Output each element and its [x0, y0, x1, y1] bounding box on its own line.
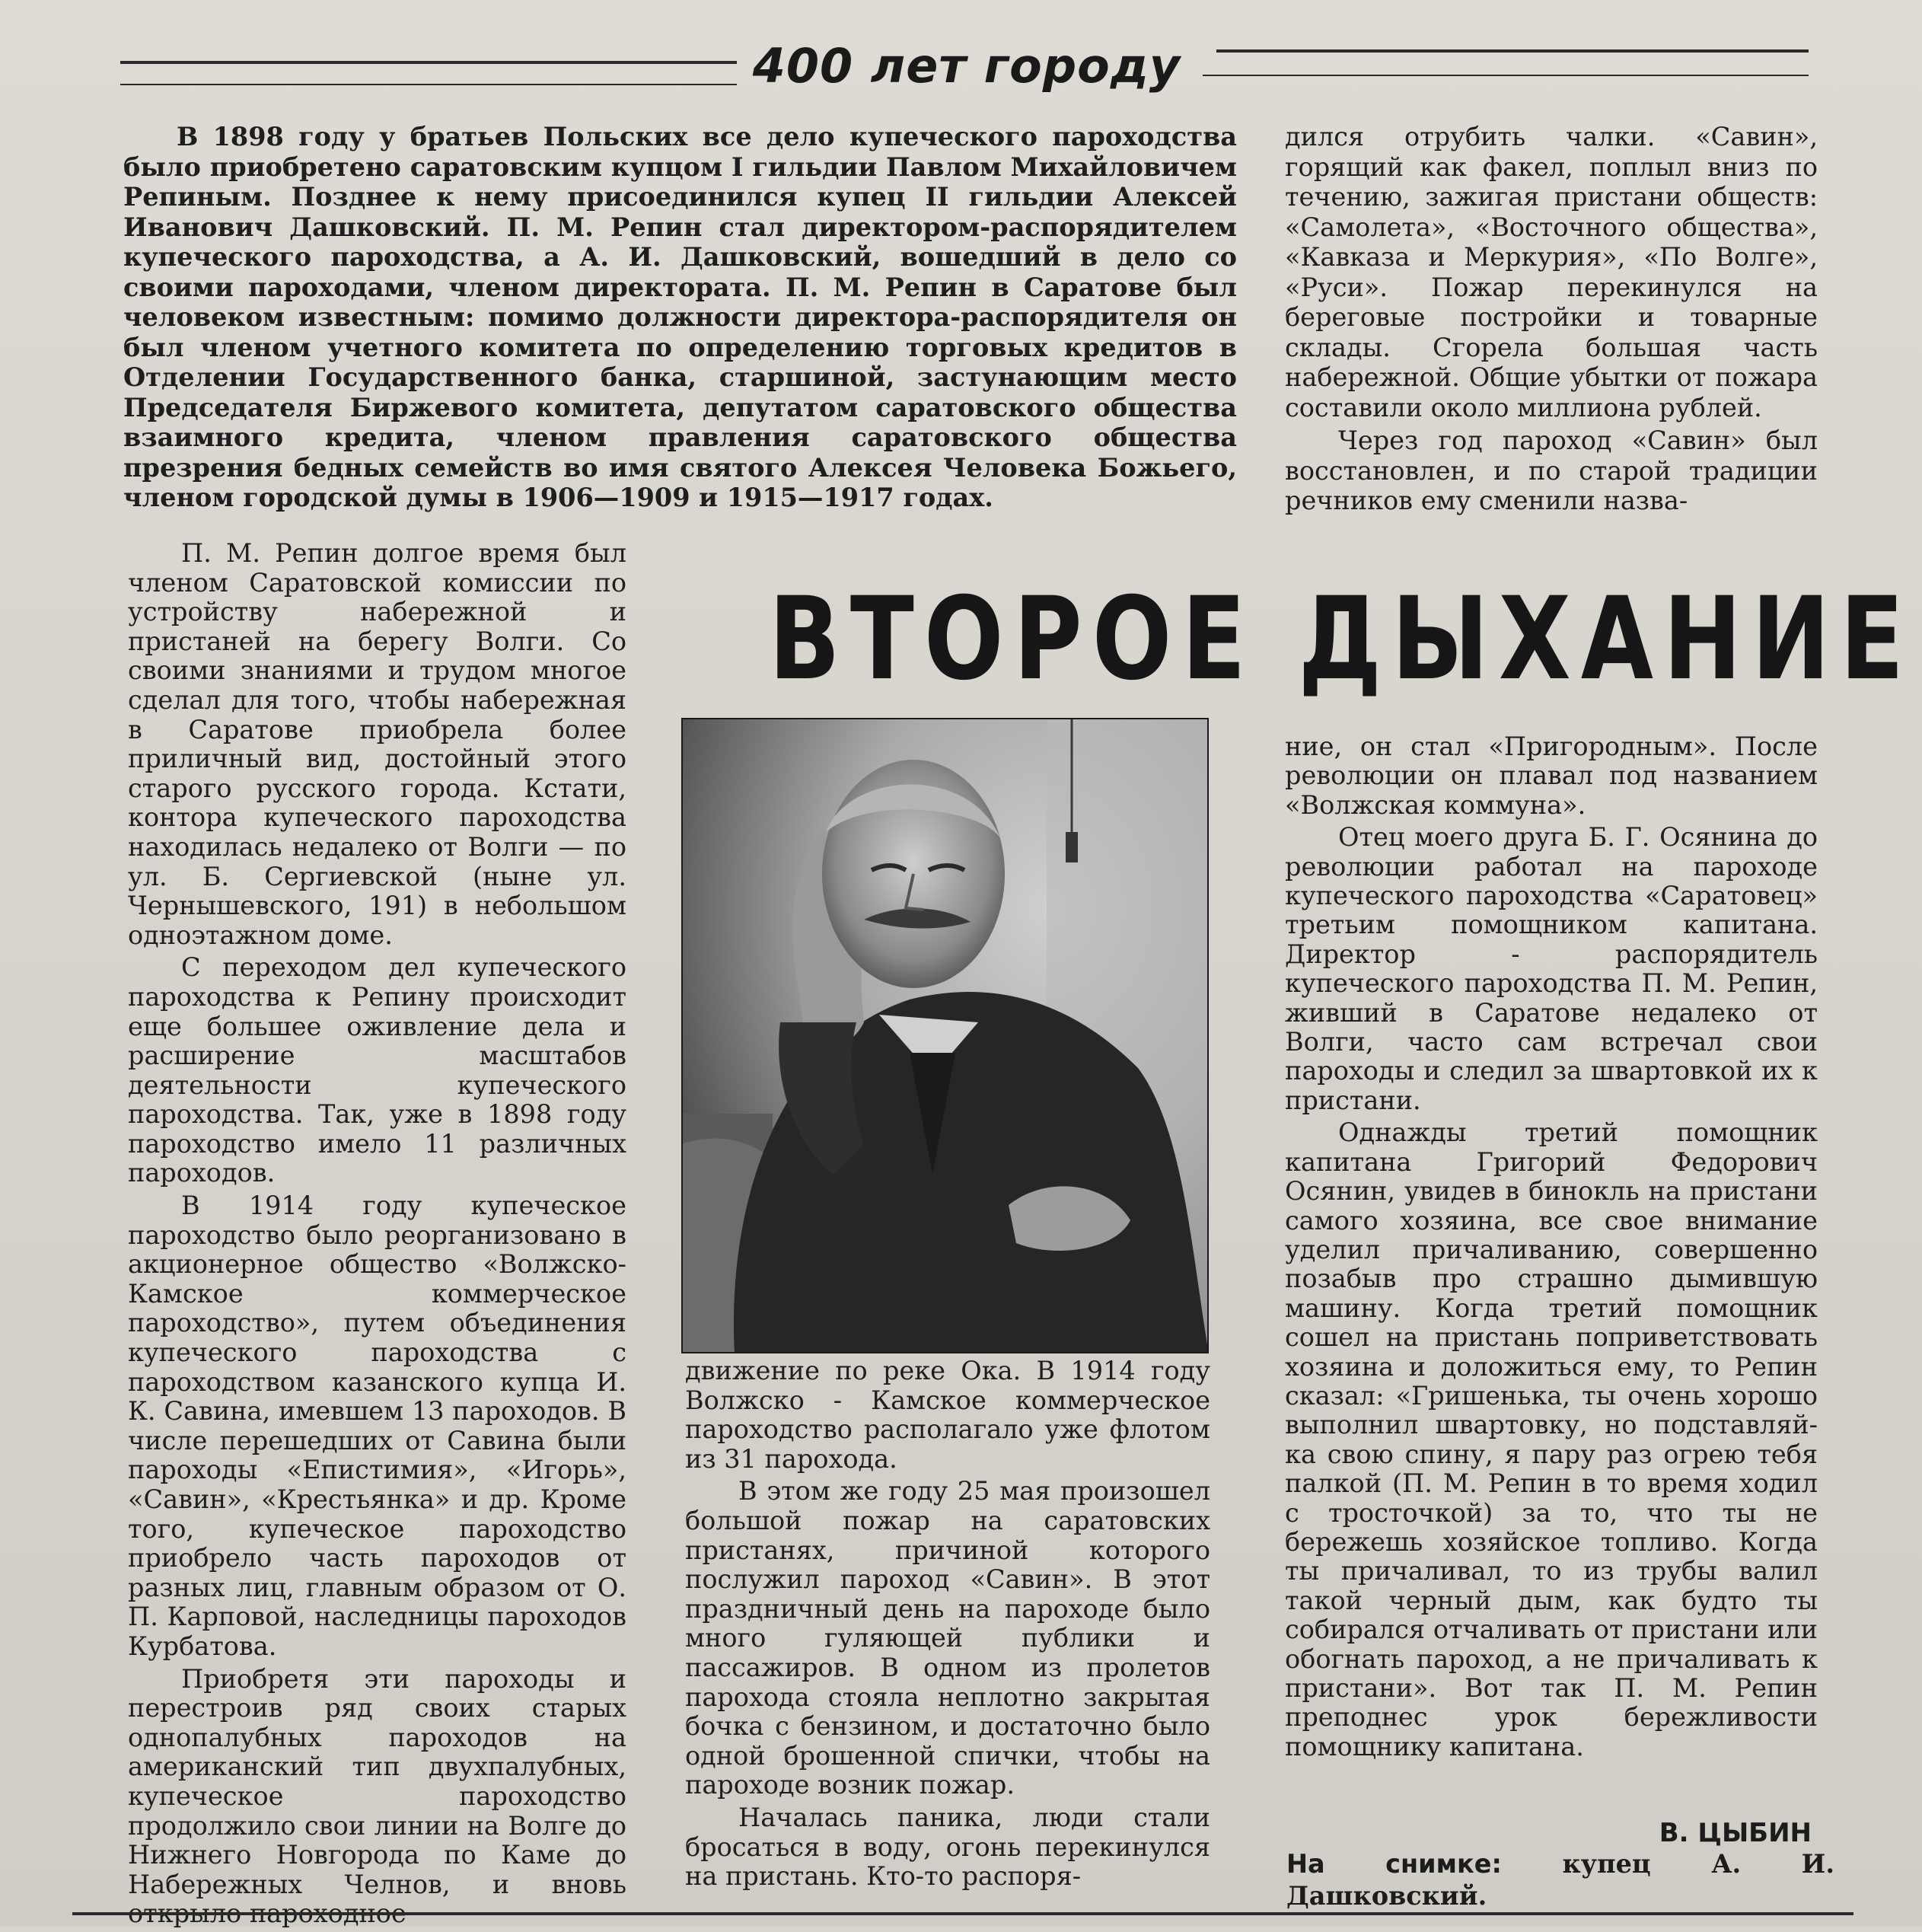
- right-column: [1285, 732, 1818, 1765]
- right-column-paragraph: Отец моего друга Б. Г. Осянина до революции работал на пароходе купеческого пароходства «Саратовец» третьим помощником капитана. Директор - распорядитель купеческого пароходства П. М. Репин, живший в Саратове недалеко от Волги, часто сам встречал свои пароходы и следил за швартовкой их к пристани.: [1285, 822, 1818, 1115]
- left-column-paragraph: П. М. Репин долгое время был членом Саратовской комиссии по устройству набережной и пристаней на берегу Волги. Со своими знаниями и трудом многое сделал для того, чтобы набережная в Саратове приобрела более приличный вид, достойный этого старого русского города. Кстати, контора купеческого пароходства находилась недалеко от Волги — по ул. Б. Сергиевской (ныне ул. Чернышевского, 191) в небольшом одноэтажном доме.: [128, 538, 626, 950]
- header-rule-left: [120, 61, 737, 64]
- left-column-paragraph: С переходом дел купеческого пароходства к Репину происходит еще большее оживление дела и расширение масштабов деятельности купеческого пароходства. Так, уже в 1898 году пароходство имело 11 различных пароходов.: [128, 952, 626, 1188]
- portrait-illustration: [681, 718, 1209, 1353]
- right-top-paragraph: Через год пароход «Савин» был восстановлен, и по старой традиции речников ему сменили назва-: [1285, 426, 1818, 515]
- photo-caption-text: купец А. И. Дашковский.: [1286, 1849, 1834, 1911]
- header-rule-right-thin: [1203, 75, 1809, 76]
- middle-column-paragraph: В этом же году 25 мая произошел большой пожар на саратовских пристанях, причиной которого послужил пароход «Савин». В этот праздничный день на пароходе было много гуляющей публики и пассажиров. В одном из пролетов парохода стояла неплотно закрытая бочка с бензином, и достаточно было одной брошенной спички, чтобы на пароходе возник пожар.: [685, 1476, 1210, 1800]
- author-signature: В. ЦЫБИН: [1659, 1818, 1812, 1848]
- middle-column-paragraph: движение по реке Ока. В 1914 году Волжско - Камское коммерческое пароходство располагало уже флотом из 31 парохода.: [685, 1356, 1210, 1474]
- right-column-paragraph: Однажды третий помощник капитана Григорий Федорович Осянин, увидев в бинокль на пристани самого хозяина, все свое внимание уделил причаливанию, совершенно позабыв про страшно дымившую машину. Когда третий помощник сошел на пристань поприветствовать хозяина и доложиться ему, то Репин сказал: «Гришенька, ты очень хорошо выполнил швартовку, но подставляй-ка свою спину, я пару раз огрею тебя палкой (П. М. Репин в то время ходил с тросточкой) за то, что ты не бережешь хозяйское топливо. Когда ты причаливал, то из трубы валил такой черный дым, как будто ты собирался отчаливать от пристани или обогнать пароход, а не причаливать к пристани». Вот так П. М. Репин преподнес урок бережливости помощнику капитана.: [1285, 1117, 1818, 1761]
- photo-caption-label: На снимке:: [1286, 1849, 1502, 1879]
- left-column-paragraph: В 1914 году купеческое пароходство было реорганизовано в акционерное общество «Волжско-Камское коммерческое пароходство», путем объединения купеческого пароходства с пароходством казанского купца И. К. Савина, имевшем 13 пароходов. В числе перешедших от Савина были пароходы «Епистимия», «Игорь», «Савин», «Крестьянка» и др. Кроме того, купеческое пароходство приобрело часть пароходов от разных лиц, главным образом от О. П. Карповой, наследницы пароходов Курбатова.: [128, 1191, 626, 1661]
- middle-column: [685, 1357, 1210, 1895]
- portrait-photo: [681, 718, 1209, 1353]
- footer-rule: [72, 1912, 1853, 1915]
- header-rule-left-thin: [120, 84, 737, 85]
- left-column: [128, 539, 626, 1932]
- section-heading: 400 лет городу: [752, 38, 1181, 94]
- header-rule-right: [1216, 49, 1809, 53]
- left-column-paragraph: Приобретя эти пароходы и перестроив ряд своих старых однопалубных пароходов на американский тип двухпалубных, купеческое пароходство продолжило свои линии на Волге до Нижнего Новгорода по Каме до Набережных Челнов, и вновь открыло пароходное: [128, 1663, 626, 1929]
- article-title: ВТОРОЕ ДЫХАНИЕ: [769, 573, 1914, 706]
- photo-caption: [1286, 1848, 1834, 1912]
- lead-paragraph-text: В 1898 году у братьев Польских все дело купеческого пароходства было приобретено саратовским купцом I гильдии Павлом Михайловичем Репиным. Позднее к нему присоединился купец II гильдии Алексей Иванович Дашковский. П. М. Репин стал директором-распорядителем купеческого пароходства, а А. И. Дашковский, вошедший в дело со своими пароходами, членом директората. П. М. Репин в Саратове был человеком известным: помимо должности директора-распорядителя он был членом учетного комитета по определению торговых кредитов в Отделении Государственного банка, старшиной, застунающим место Председателя Биржевого комитета, депутатом саратовского общества взаимного кредита, членом правления саратовского общества презрения бедных семейств во имя святого Алексея Человека Божьего, членом городской думы в 1906—1909 и 1915—1917 годах.: [123, 122, 1237, 512]
- middle-column-paragraph: Началась паника, люди стали бросаться в воду, огонь перекинулся на пристань. Кто-то распоря-: [685, 1802, 1210, 1892]
- lead-paragraph: [123, 122, 1237, 516]
- right-top-paragraph: дился отрубить чалки. «Савин», горящий как факел, поплыл вниз по течению, зажигая пристани обществ: «Самолета», «Восточного общества», «Кавказа и Меркурия», «По Волге», «Руси». Пожар перекинулся на береговые постройки и товарные склады. Сгорела большая часть набережной. Общие убытки от пожара составили около миллиона рублей.: [1285, 122, 1818, 422]
- right-top-column: [1285, 122, 1818, 519]
- right-column-paragraph: ние, он стал «Пригородным». После революции он плавал под названием «Волжская коммуна».: [1285, 732, 1818, 820]
